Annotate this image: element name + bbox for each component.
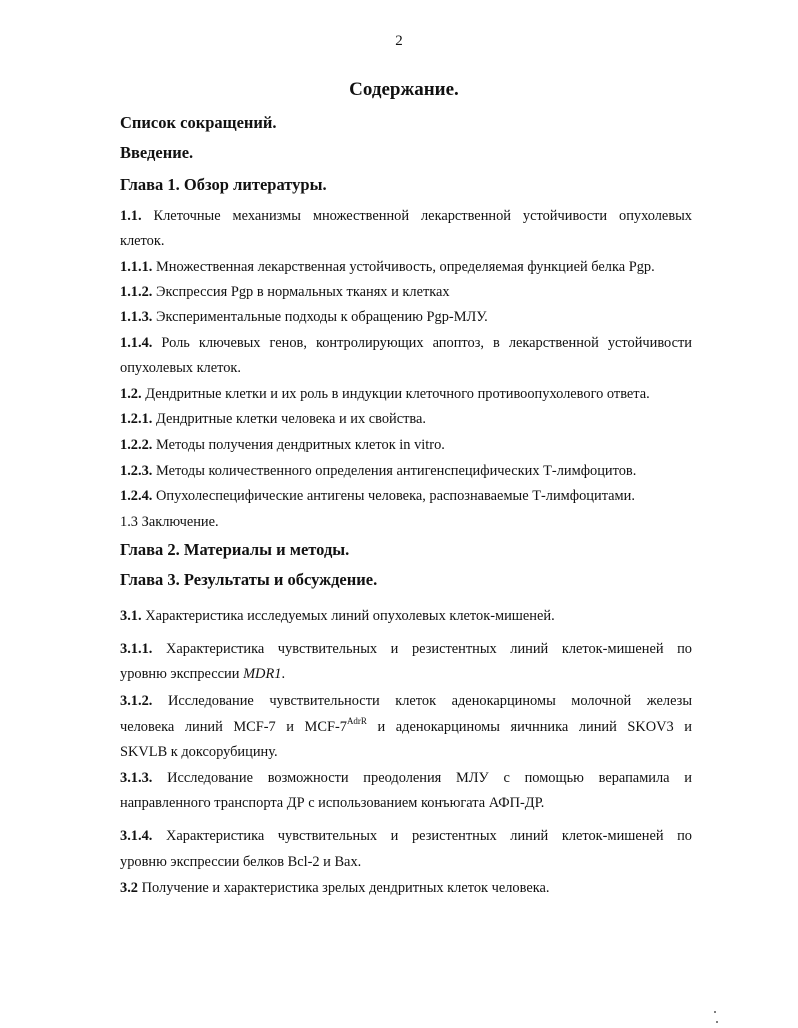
- toc-entry-number: 1.2.: [120, 386, 142, 402]
- toc-entry-number: 1.2.3.: [120, 463, 153, 479]
- toc-entry-1-1: [120, 203, 692, 229]
- toc-entry-1-1-4-cont: опухолевых клеток.: [120, 360, 242, 376]
- toc-entry-text: Дендритные клетки человека и их свойства.: [156, 411, 426, 427]
- toc-entry-text: Дендритные клетки и их роль в индукции клеточного противоопухолевого ответа.: [145, 386, 650, 402]
- page-title: Содержание.: [349, 79, 459, 100]
- toc-entry-3-2: [120, 875, 692, 901]
- toc-entry-text: Клеточные механизмы множественной лекарственной устойчивости опухолевых: [153, 208, 692, 224]
- toc-entry-3-1-3-cont: направленного транспорта ДР с использованием конъюгата АФП-ДР.: [120, 795, 545, 811]
- toc-entry-3-1: [120, 603, 692, 629]
- toc-chapter-1: Глава 1. Обзор литературы.: [120, 175, 327, 194]
- toc-entry-number: 1.1.1.: [120, 259, 153, 275]
- toc-entry-text: человека линий MCF-7 и MCF-7: [120, 719, 347, 735]
- toc-entry-3-1-4-cont: уровню экспрессии белков Bcl-2 и Bax.: [120, 854, 362, 870]
- toc-entry-3-1-3: [120, 765, 692, 791]
- toc-entry-text: Роль ключевых генов, контролирующих апоптоз, в лекарственной устойчивости: [161, 335, 692, 351]
- toc-entry-3-1-2-cont: [120, 714, 692, 740]
- toc-entry-3-1-2: [120, 688, 692, 714]
- toc-entry-end: .: [281, 666, 286, 682]
- toc-chapter-3: Глава 3. Результаты и обсуждение.: [120, 570, 378, 589]
- toc-entry-number: 1.1.2.: [120, 284, 153, 300]
- toc-entry-number: 1.2.4.: [120, 488, 153, 504]
- gene-name: MDR1: [243, 666, 282, 682]
- toc-entry-1-2: [120, 381, 692, 407]
- toc-entry-text: Исследование возможности преодоления МЛУ с помощью верапамила и: [167, 770, 692, 786]
- toc-entry-text: Методы получения дендритных клеток in vitro.: [156, 437, 445, 453]
- toc-entry-1-1-2: [120, 279, 692, 305]
- toc-entry-1-1-4: [120, 330, 692, 356]
- toc-entry-text: Характеристика чувствительных и резистентных линий клеток-мишеней по: [165, 828, 692, 844]
- toc-entry-1-2-2: [120, 432, 692, 458]
- toc-entry-number: 1.2.1.: [120, 411, 153, 427]
- toc-entry-number: 3.2: [120, 880, 138, 896]
- toc-entry-number: 1.1.4.: [120, 335, 153, 351]
- toc-entry-text: уровню экспрессии: [120, 666, 240, 682]
- toc-entry-text: Характеристика исследуемых линий опухолевых клеток-мишеней.: [145, 608, 555, 624]
- toc-abbreviations: Список сокращений.: [120, 113, 277, 132]
- toc-entry-text: и аденокарциномы яичнника линий SKOV3 и: [366, 719, 692, 735]
- toc-entry-text: Методы количественного определения антигенспецифических Т-лимфоцитов.: [156, 463, 637, 479]
- toc-entry-number: 3.1.1.: [120, 641, 153, 657]
- toc-entry-number: 1.1.3.: [120, 309, 153, 325]
- toc-entry-3-1-1: [120, 636, 692, 662]
- toc-entry-text: Получение и характеристика зрелых дендритных клеток человека.: [141, 880, 550, 896]
- toc-entry-number: 3.1.4.: [120, 828, 153, 844]
- scan-speck: [716, 1021, 718, 1023]
- toc-entry-text: Экспрессия Pgp в нормальных тканях и клетках: [156, 284, 450, 300]
- toc-entry-number: 3.1.3.: [120, 770, 153, 786]
- toc-entry-1-1-3: [120, 304, 692, 330]
- toc-entry-1-3: [120, 509, 692, 535]
- toc-entry-text: Исследование чувствительности клеток аденокарциномы молочной железы: [167, 693, 692, 709]
- toc-entry-text: Заключение.: [141, 514, 219, 530]
- toc-entry-3-1-1-cont: [120, 661, 692, 687]
- toc-entry-text: Множественная лекарственная устойчивость, определяемая функцией белка Pgp.: [156, 259, 655, 275]
- toc-entry-number: 1.1.: [120, 208, 142, 224]
- toc-entry-3-1-2-cont2: SKVLB к доксорубицину.: [120, 744, 278, 760]
- toc-entry-number: 1.2.2.: [120, 437, 153, 453]
- toc-entry-number: 3.1.2.: [120, 693, 153, 709]
- toc-entry-3-1-4: [120, 823, 692, 849]
- toc-entry-1-1-1: [120, 254, 692, 280]
- toc-entry-text: Характеристика чувствительных и резистентных линий клеток-мишеней по: [165, 641, 692, 657]
- toc-entry-number: 1.3: [120, 514, 138, 530]
- toc-entry-text: Опухолеспецифические антигены человека, распознаваемые Т-лимфоцитами.: [156, 488, 635, 504]
- toc-entry-text: Экспериментальные подходы к обращению Pgp-МЛУ.: [156, 309, 488, 325]
- scan-speck: [714, 1011, 716, 1013]
- toc-chapter-2: Глава 2. Материалы и методы.: [120, 540, 350, 559]
- toc-entry-number: 3.1.: [120, 608, 142, 624]
- toc-entry-1-2-3: [120, 458, 692, 484]
- toc-introduction: Введение.: [120, 143, 194, 162]
- toc-entry-1-2-1: [120, 406, 692, 432]
- superscript: AdrR: [346, 716, 367, 726]
- page-number: 2: [395, 33, 403, 49]
- toc-entry-1-1-cont: клеток.: [120, 233, 165, 249]
- toc-entry-1-2-4: [120, 483, 692, 509]
